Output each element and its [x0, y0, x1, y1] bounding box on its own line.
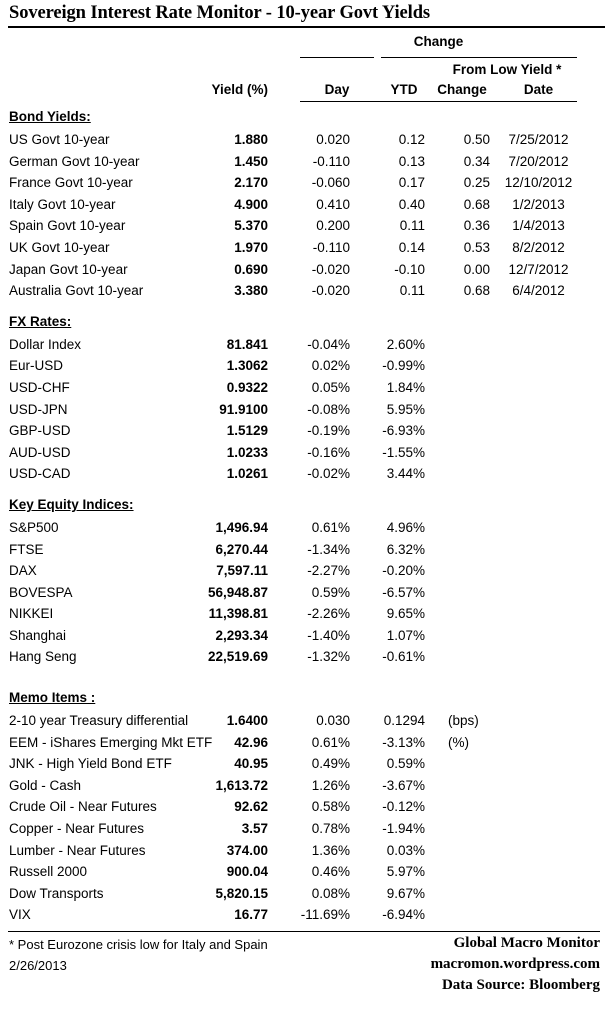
row-ytd-change: -0.99%	[382, 358, 425, 374]
row-day-change: 0.020	[316, 132, 350, 147]
row-label: Dow Transports	[9, 885, 104, 901]
row-unit-note: (%)	[448, 734, 469, 750]
row-label: Japan Govt 10-year	[9, 261, 128, 277]
page-title: Sovereign Interest Rate Monitor - 10-year Govt Yields	[9, 3, 430, 23]
row-from-low-change: 0.68	[463, 283, 490, 299]
row-from-low-change: 0.00	[463, 261, 490, 277]
row-value: 2,293.34	[215, 627, 268, 643]
table-row	[0, 280, 614, 302]
row-from-low-date: 7/25/2012	[508, 132, 569, 147]
row-label: DAX	[9, 563, 37, 579]
row-value: 1.6400	[226, 713, 268, 729]
table-row	[0, 463, 614, 485]
row-ytd-change: 9.67%	[386, 885, 425, 901]
table-row	[0, 603, 614, 625]
row-value: 1.450	[234, 153, 268, 169]
row-day-change: 0.58%	[311, 799, 350, 815]
row-day-change: -0.02%	[307, 466, 350, 482]
row-day-change: -0.110	[312, 239, 350, 255]
row-label: S&P500	[9, 519, 59, 535]
row-ytd-change: 0.14	[398, 239, 425, 255]
row-from-low-change: 0.50	[463, 132, 490, 147]
row-day-change: 0.61%	[311, 734, 350, 750]
row-value: 5.370	[234, 218, 268, 234]
change-group-divider	[381, 57, 577, 58]
row-ytd-change: 0.11	[399, 218, 425, 234]
row-label: BOVESPA	[9, 584, 73, 600]
row-ytd-change: -0.20%	[382, 563, 425, 579]
row-ytd-change: 0.13	[398, 153, 425, 169]
section-heading: Bond Yields:	[9, 109, 91, 124]
row-label: USD-CHF	[9, 379, 70, 395]
row-ytd-change: 0.59%	[386, 756, 425, 772]
row-from-low-change: 0.34	[463, 153, 490, 169]
section-heading: Key Equity Indices:	[9, 496, 134, 512]
row-ytd-change: 9.65%	[386, 606, 425, 622]
row-value: 1.970	[234, 239, 268, 255]
row-ytd-change: 6.32%	[386, 541, 425, 557]
column-header-ytd: YTD	[390, 82, 418, 97]
row-value: 1.0261	[226, 466, 268, 482]
row-value: 4.900	[234, 196, 268, 212]
column-header-yield: Yield (%)	[211, 82, 268, 97]
row-value: 900.04	[226, 864, 268, 880]
table-row	[0, 172, 614, 194]
footnote-text: * Post Eurozone crisis low for Italy and Spain	[9, 937, 268, 952]
row-day-change: 0.59%	[311, 584, 350, 600]
table-row	[0, 560, 614, 582]
row-value: 22,519.69	[207, 649, 268, 665]
row-label: Crude Oil - Near Futures	[9, 799, 157, 815]
row-value: 3.57	[241, 821, 268, 837]
row-day-change: 0.05%	[311, 379, 350, 395]
table-row	[0, 215, 614, 237]
row-ytd-change: -6.94%	[382, 907, 425, 923]
row-day-change: 0.200	[316, 218, 350, 234]
row-ytd-change: -6.57%	[382, 584, 425, 600]
row-label: France Govt 10-year	[9, 175, 133, 191]
row-label: Hang Seng	[9, 649, 77, 665]
row-value: 1.0233	[226, 444, 268, 460]
row-value: 40.95	[234, 756, 268, 772]
table-row	[0, 237, 614, 259]
table-row	[0, 646, 614, 668]
row-value: 0.9322	[226, 379, 268, 395]
row-label: Spain Govt 10-year	[9, 218, 126, 234]
table-row	[0, 818, 614, 840]
row-label: German Govt 10-year	[9, 153, 140, 169]
row-ytd-change: 5.97%	[386, 864, 425, 880]
table-row	[0, 442, 614, 464]
row-day-change: -0.020	[311, 283, 350, 299]
table-body	[0, 107, 614, 926]
row-ytd-change: 1.84%	[386, 379, 425, 395]
row-label: US Govt 10-year	[9, 132, 110, 147]
row-from-low-change: 0.53	[463, 239, 490, 255]
table-row	[0, 399, 614, 421]
row-day-change: 0.08%	[311, 885, 350, 901]
row-label: 2-10 year Treasury differential	[9, 713, 189, 729]
row-ytd-change: 0.03%	[386, 842, 425, 858]
row-label: Gold - Cash	[9, 777, 82, 793]
row-label: Lumber - Near Futures	[9, 842, 146, 858]
table-row	[0, 194, 614, 216]
day-group-divider	[300, 57, 374, 58]
row-from-low-change: 0.25	[463, 175, 490, 191]
row-ytd-change: -0.12%	[382, 799, 425, 815]
row-day-change: 0.410	[316, 196, 350, 212]
header-bottom-divider	[300, 101, 577, 102]
row-value: 1.5129	[226, 423, 268, 439]
row-label: FTSE	[9, 541, 44, 557]
row-value: 374.00	[226, 842, 268, 858]
row-ytd-change: -6.93%	[382, 423, 425, 439]
row-ytd-change: -3.13%	[382, 734, 425, 750]
row-label: Eur-USD	[9, 358, 64, 374]
table-row	[0, 517, 614, 539]
row-value: 42.96	[234, 734, 268, 750]
row-label: USD-CAD	[9, 466, 71, 482]
row-ytd-change: -0.10	[394, 261, 425, 277]
row-label: UK Govt 10-year	[9, 239, 110, 255]
row-from-low-date: 6/4/2012	[512, 283, 565, 299]
column-header-date: Date	[523, 82, 554, 97]
row-day-change: -2.26%	[307, 606, 350, 622]
column-header-change: Change	[437, 82, 487, 97]
row-label: GBP-USD	[9, 423, 71, 439]
row-ytd-change: 0.12	[398, 132, 425, 147]
table-row	[0, 355, 614, 377]
table-row	[0, 582, 614, 604]
row-ytd-change: 0.1294	[383, 713, 425, 729]
row-label: NIKKEI	[9, 606, 54, 622]
row-label: Italy Govt 10-year	[9, 196, 116, 212]
row-day-change: -1.40%	[307, 627, 350, 643]
row-day-change: 1.26%	[311, 777, 350, 793]
row-value: 7,597.11	[216, 563, 268, 579]
row-value: 1,496.94	[215, 519, 268, 535]
table-row	[0, 420, 614, 442]
row-ytd-change: 0.11	[399, 283, 425, 299]
row-from-low-date: 1/2/2013	[512, 196, 565, 212]
table-row	[0, 259, 614, 281]
table-row	[0, 904, 614, 926]
row-value: 6,270.44	[215, 541, 268, 557]
row-day-change: -0.020	[311, 261, 350, 277]
row-ytd-change: -1.55%	[382, 444, 425, 460]
row-ytd-change: 1.07%	[386, 627, 425, 643]
row-day-change: -11.69%	[300, 907, 350, 923]
row-ytd-change: 3.44%	[386, 466, 425, 482]
row-label: Shanghai	[9, 627, 67, 643]
row-from-low-date: 12/10/2012	[504, 175, 573, 191]
row-value: 11,398.81	[208, 606, 268, 622]
row-day-change: 0.02%	[311, 358, 350, 374]
row-value: 1.3062	[226, 358, 268, 374]
row-value: 92.62	[234, 799, 268, 815]
row-ytd-change: -3.67%	[382, 777, 425, 793]
section-spacer	[0, 668, 614, 688]
row-value: 56,948.87	[207, 584, 268, 600]
table-row	[0, 625, 614, 647]
brand-website[interactable]: macromon.wordpress.com	[430, 956, 600, 972]
row-value: 81.841	[226, 336, 268, 352]
row-ytd-change: -1.94%	[382, 821, 425, 837]
row-day-change: -0.08%	[307, 401, 350, 417]
row-day-change: -2.27%	[307, 563, 350, 579]
row-day-change: -1.34%	[307, 541, 350, 557]
row-label: Russell 2000	[9, 864, 88, 880]
column-group-from-low-yield: From Low Yield *	[452, 62, 562, 77]
row-unit-note: (bps)	[448, 713, 479, 729]
table-header	[0, 28, 614, 101]
row-value: 2.170	[234, 175, 268, 191]
row-label: VIX	[9, 907, 31, 923]
row-day-change: 1.36%	[311, 842, 350, 858]
section-spacer	[0, 302, 614, 312]
row-value: 5,820.15	[215, 885, 268, 901]
column-group-change: Change	[413, 34, 464, 49]
table-row	[0, 883, 614, 905]
row-value: 16.77	[234, 907, 268, 923]
table-row	[0, 775, 614, 797]
row-day-change: 0.49%	[311, 756, 350, 772]
row-value: 1.880	[234, 132, 268, 147]
row-day-change: -1.32%	[307, 649, 350, 665]
row-label: JNK - High Yield Bond ETF	[9, 756, 172, 772]
row-ytd-change: 5.95%	[386, 401, 425, 417]
table-row	[0, 732, 614, 754]
section-heading: Memo Items :	[9, 690, 96, 706]
row-ytd-change: 0.40	[398, 196, 425, 212]
brand-name: Global Macro Monitor	[453, 935, 600, 951]
row-day-change: -0.16%	[307, 444, 350, 460]
row-label: AUD-USD	[9, 444, 71, 460]
row-ytd-change: 0.17	[398, 175, 425, 191]
row-day-change: 0.78%	[311, 821, 350, 837]
report-date: 2/26/2013	[9, 958, 67, 973]
row-value: 1,613.72	[215, 777, 268, 793]
row-label: Australia Govt 10-year	[9, 283, 144, 299]
row-day-change: 0.61%	[311, 519, 350, 535]
row-from-low-date: 12/7/2012	[508, 261, 569, 277]
row-from-low-change: 0.36	[463, 218, 490, 234]
data-source: Data Source: Bloomberg	[441, 977, 600, 993]
row-label: Copper - Near Futures	[9, 821, 145, 837]
row-day-change: 0.030	[316, 713, 350, 729]
table-row	[0, 334, 614, 356]
column-header-day: Day	[324, 82, 350, 97]
row-day-change: -0.110	[312, 153, 350, 169]
table-row	[0, 377, 614, 399]
table-row	[0, 753, 614, 775]
section-heading: FX Rates:	[9, 313, 72, 329]
row-day-change: -0.19%	[307, 423, 350, 439]
section-spacer	[0, 485, 614, 495]
row-value: 3.380	[234, 283, 268, 299]
row-from-low-date: 1/4/2013	[512, 218, 565, 234]
footer	[0, 932, 614, 1010]
row-value: 91.9100	[219, 401, 268, 417]
row-ytd-change: 4.96%	[386, 519, 425, 535]
row-day-change: 0.46%	[311, 864, 350, 880]
row-day-change: -0.04%	[307, 336, 350, 352]
row-from-low-change: 0.68	[463, 196, 490, 212]
row-value: 0.690	[234, 261, 268, 277]
row-label: EEM - iShares Emerging Mkt ETF	[9, 734, 213, 750]
table-row	[0, 840, 614, 862]
row-ytd-change: -0.61%	[382, 649, 425, 665]
row-from-low-date: 8/2/2012	[512, 239, 565, 255]
row-label: USD-JPN	[9, 401, 68, 417]
table-row	[0, 796, 614, 818]
table-row	[0, 861, 614, 883]
table-row	[0, 151, 614, 173]
table-row	[0, 539, 614, 561]
row-day-change: -0.060	[311, 175, 350, 191]
row-label: Dollar Index	[9, 336, 82, 352]
table-row	[0, 710, 614, 732]
row-ytd-change: 2.60%	[386, 336, 425, 352]
table-row	[0, 129, 614, 151]
row-from-low-date: 7/20/2012	[508, 153, 569, 169]
